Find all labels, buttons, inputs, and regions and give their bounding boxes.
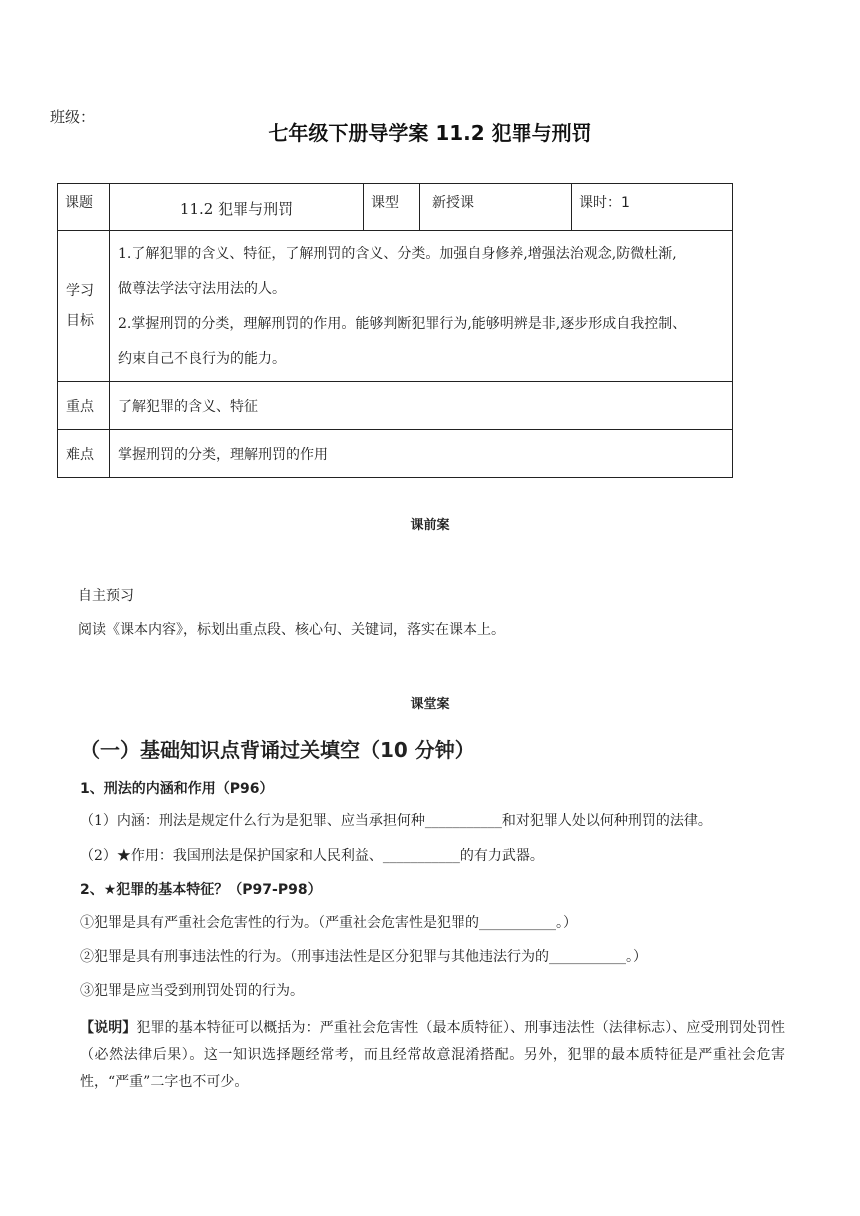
difficulty-label: 难点 [66,446,94,463]
type-label: 课型 [371,195,399,211]
type-value: 新授课 [432,195,474,211]
section-title: （一）基础知识点背诵过关填空（10 分钟） [80,738,475,762]
goals-value-cell [110,231,733,382]
goal-line: 做尊法学法守法用法的人。 [118,281,286,297]
topic-label-cell [58,184,110,231]
hours-value: 课时：1 [579,195,630,211]
table-row [58,184,733,231]
question-2-title: 2、★犯罪的基本特征？（P97-P98） [80,882,322,898]
table-row [58,231,733,382]
key-value-cell [110,382,733,430]
type-value-cell [420,184,572,231]
goal-line: 2.掌握刑罚的分类，理解刑罚的作用。能够判断犯罪行为,能够明辨是非,逐步形成自我控制、 [118,316,687,332]
key-label: 重点 [66,398,94,415]
question-2-line: ③犯罪是应当受到刑罚处罚的行为。 [80,983,304,999]
question-1-line: （1）内涵：刑法是规定什么行为是犯罪、应当承担何种___________和对犯罪人处以何种刑罚的法律。 [80,813,712,829]
note-paragraph [80,1015,785,1096]
question-2-line: ①犯罪是具有严重社会危害性的行为。（严重社会危害性是犯罪的___________。） [80,915,577,931]
goals-label-cell [58,231,110,382]
goal-line: 1.了解犯罪的含义、特征，了解刑罚的含义、分类。加强自身修养,增强法治观念,防微杜渐, [118,246,677,262]
pre-class-heading: 课前案 [410,518,450,533]
difficulty-label-cell [58,430,110,478]
goal-line: 约束自己不良行为的能力。 [118,351,286,367]
table-row [58,430,733,478]
goals-label-line: 目标 [66,313,94,329]
type-label-cell [364,184,420,231]
difficulty-value: 掌握刑罚的分类，理解刑罚的作用 [118,446,328,463]
note-text: 犯罪的基本特征可以概括为：严重社会危害性（最本质特征）、刑事违法性（法律标志）、应受刑罚处罚性（必然法律后果）。这一知识选择题经常考，而且经常故意混淆搭配。另外，犯罪的最本质特征是严重社会危害性，“严重”二字也不可少。 [80,1020,786,1090]
hours-cell [572,184,733,231]
key-label-cell [58,382,110,430]
question-1-title: 1、刑法的内涵和作用（P96） [80,781,274,797]
topic-label: 课题 [65,195,93,211]
goals-label-line: 学习 [66,283,94,299]
page-title: 七年级下册导学案 11.2 犯罪与刑罚 [268,121,592,145]
class-label: 班级： [50,108,96,126]
question-2-line: ②犯罪是具有刑事违法性的行为。（刑事违法性是区分犯罪与其他违法行为的___________。） [80,949,647,965]
in-class-heading: 课堂案 [410,697,450,712]
question-1-line: （2）★作用：我国刑法是保护国家和人民利益、___________的有力武器。 [80,848,544,864]
topic-value: 11.2 犯罪与刑罚 [179,200,294,218]
key-value: 了解犯罪的含义、特征 [118,398,258,415]
table-row [58,382,733,430]
lesson-info-table [57,183,733,478]
difficulty-value-cell [110,430,733,478]
self-study-label: 自主预习 [78,588,134,604]
topic-value-cell [110,184,364,231]
note-tag: 【说明】 [80,1020,137,1036]
pre-class-instruction: 阅读《课本内容》，标划出重点段、核心句、关键词，落实在课本上。 [78,622,505,638]
